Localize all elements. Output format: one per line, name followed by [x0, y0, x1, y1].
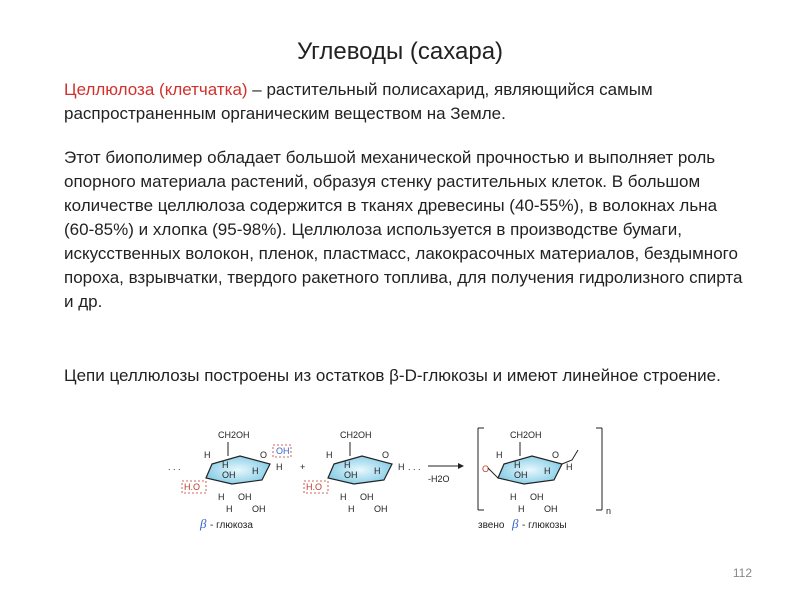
water-elimination: -H2O: [428, 474, 450, 484]
ring2-h-right: H: [374, 466, 381, 476]
ring1-h-inner: H: [222, 460, 229, 470]
ring1-ho: H.O: [184, 482, 201, 492]
ring1-h-low: H: [226, 504, 233, 514]
ring2-h-top: H: [326, 450, 333, 460]
ring1-h-right-2: H: [276, 462, 283, 472]
poly-oh-low: OH: [544, 504, 558, 514]
repeat-n: n: [606, 506, 612, 516]
poly-h-inner: H: [514, 460, 521, 470]
poly-oh-inner: OH: [514, 470, 528, 480]
ring1-h-right: H: [252, 466, 259, 476]
ring2-oh-low: OH: [374, 504, 388, 514]
beta-glucose-caption: - глюкоза: [210, 520, 253, 531]
poly-h-bottom: H: [510, 492, 517, 502]
cellulose-formation-diagram: [160, 420, 620, 535]
beta-glucoses-caption: - глюкозы: [522, 520, 567, 531]
poly-h-low: H: [518, 504, 525, 514]
ring1-oh-inner: OH: [222, 470, 236, 480]
ring2-h-low: H: [348, 504, 355, 514]
glucose-ring-1: [182, 430, 291, 514]
poly-oh-bottom: OH: [530, 492, 544, 502]
intro-paragraph: [64, 78, 744, 126]
ring2-oh-inner: OH: [344, 470, 358, 480]
glucose-ring-2: [304, 430, 405, 514]
poly-o-ring: O: [552, 450, 560, 460]
poly-ch2oh: CH2OH: [510, 430, 542, 440]
ring1-ch2oh: CH2OH: [218, 430, 250, 440]
ring2-h-inner: H: [344, 460, 351, 470]
ring1-h-top: H: [204, 450, 211, 460]
ring2-h-bottom: H: [340, 492, 347, 502]
ring1-h-bottom: H: [218, 492, 225, 502]
structure-paragraph: Цепи целлюлозы построены из остатков β-D-глюкозы и имеют линейное строение.: [64, 366, 721, 385]
plus-sign: +: [300, 462, 306, 472]
ring1-oh-right: OH: [276, 446, 290, 456]
ring2-h-right-2: H: [398, 462, 405, 472]
leading-dots: . . .: [168, 462, 181, 472]
glucose-ring-polymer: [482, 430, 578, 514]
slide-title: Углеводы (сахара): [296, 38, 504, 65]
cellulose-term: Целлюлоза (клетчатка): [64, 80, 248, 99]
properties-paragraph: Этот биополимер обладает большой механической прочностью и выполняет роль опорного материала растений, образуя стенку растительных клеток. В большом количестве целлюлоза содержится в тканях древесины (40-55%), в волокнах льна (60-85%) и хлопка (95-98%). Целлюлоза используется в производстве бумаги, искусственных волокон, пленок, пластмасс, лакокрасочных материалов, бездымного пороха, взрывчатки, твердого ракетного топлива, для получения гидролизного спирта и др.: [64, 148, 743, 311]
trailing-dots: . . .: [408, 462, 421, 472]
unit-caption: звено: [478, 520, 505, 531]
ring1-oh-bottom: OH: [238, 492, 252, 502]
ring2-o: O: [382, 450, 390, 460]
poly-h-right: H: [544, 466, 551, 476]
intro-rest: – растительный полисахарид, являющийся самым распространенным органическим веществом на Земле.: [64, 80, 653, 123]
ring2-oh-bottom: OH: [360, 492, 374, 502]
beta-symbol-1: β: [200, 516, 207, 531]
poly-h-right-2: H: [566, 462, 573, 472]
page-number: 112: [732, 566, 752, 580]
beta-symbol-2: β: [512, 516, 519, 531]
ring1-oh-low: OH: [252, 504, 266, 514]
ring2-ch2oh: CH2OH: [340, 430, 372, 440]
ring1-o: O: [260, 450, 268, 460]
poly-h-top: H: [496, 450, 503, 460]
ring2-ho: H.O: [306, 482, 323, 492]
poly-bridge-o: O: [482, 464, 490, 474]
